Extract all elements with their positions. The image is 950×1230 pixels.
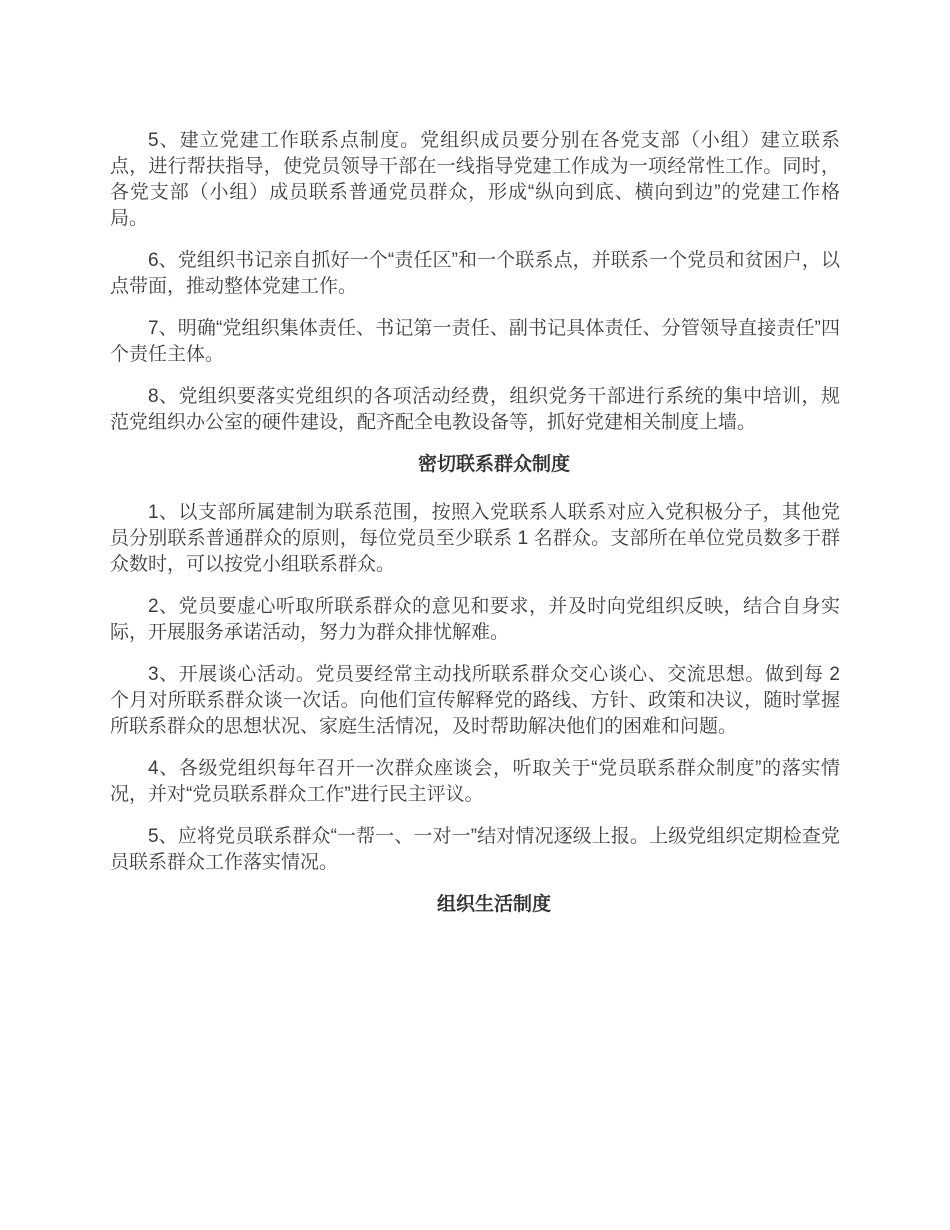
paragraph-annual-symposium: 4、各级党组织每年召开一次群众座谈会，听取关于“党员联系群众制度”的落实情况，并对“党员联系群众工作”进行民主评议。 bbox=[110, 758, 840, 805]
section-heading-org-life-system: 组织生活制度 bbox=[436, 894, 551, 915]
paragraph-four-responsibility-subjects: 7、明确“党组织集体责任、书记第一责任、副书记具体责任、分管领导直接责任”四个责任主体。 bbox=[110, 318, 840, 365]
paragraph-pairing-report: 5、应将党员联系群众“一帮一、一对一”结对情况逐级上报。上级党组织定期检查党员联系群众工作落实情况。 bbox=[110, 826, 840, 873]
paragraph-heart-to-heart-talks: 3、开展谈心活动。党员要经常主动找所联系群众交心谈心、交流思想。做到每 2 个月对所联系群众谈一次话。向他们宣传解释党的路线、方针、政策和决议，随时掌握所联系群众的思想状况、家庭生活情况，及时帮助解决他们的困难和问题。 bbox=[110, 664, 840, 737]
paragraph-building-contact-points: 5、建立党建工作联系点制度。党组织成员要分别在各党支部（小组）建立联系点，进行帮扶指导，使党员领导干部在一线指导党建工作成为一项经常性工作。同时，各党支部（小组）成员联系普通党员群众，形成“纵向到底、横向到边”的党建工作格局。 bbox=[110, 130, 840, 229]
section-heading-mass-contact-system: 密切联系群众制度 bbox=[417, 454, 570, 475]
paragraph-secretary-responsibility-zone: 6、党组织书记亲自抓好一个“责任区”和一个联系点，并联系一个党员和贫困户，以点带面，推动整体党建工作。 bbox=[110, 250, 840, 297]
paragraph-contact-scope: 1、以支部所属建制为联系范围，按照入党联系人联系对应入党积极分子，其他党员分别联系普通群众的原则，每位党员至少联系 1 名群众。支部所在单位党员数多于群众数时，可以按党小组联系群众。 bbox=[110, 502, 840, 575]
paragraph-listen-to-masses: 2、党员要虚心听取所联系群众的意见和要求，并及时向党组织反映，结合自身实际，开展服务承诺活动，努力为群众排忧解难。 bbox=[110, 596, 840, 643]
paragraph-funds-and-training: 8、党组织要落实党组织的各项活动经费，组织党务干部进行系统的集中培训，规范党组织办公室的硬件建设，配齐配全电教设备等，抓好党建相关制度上墙。 bbox=[110, 386, 840, 433]
